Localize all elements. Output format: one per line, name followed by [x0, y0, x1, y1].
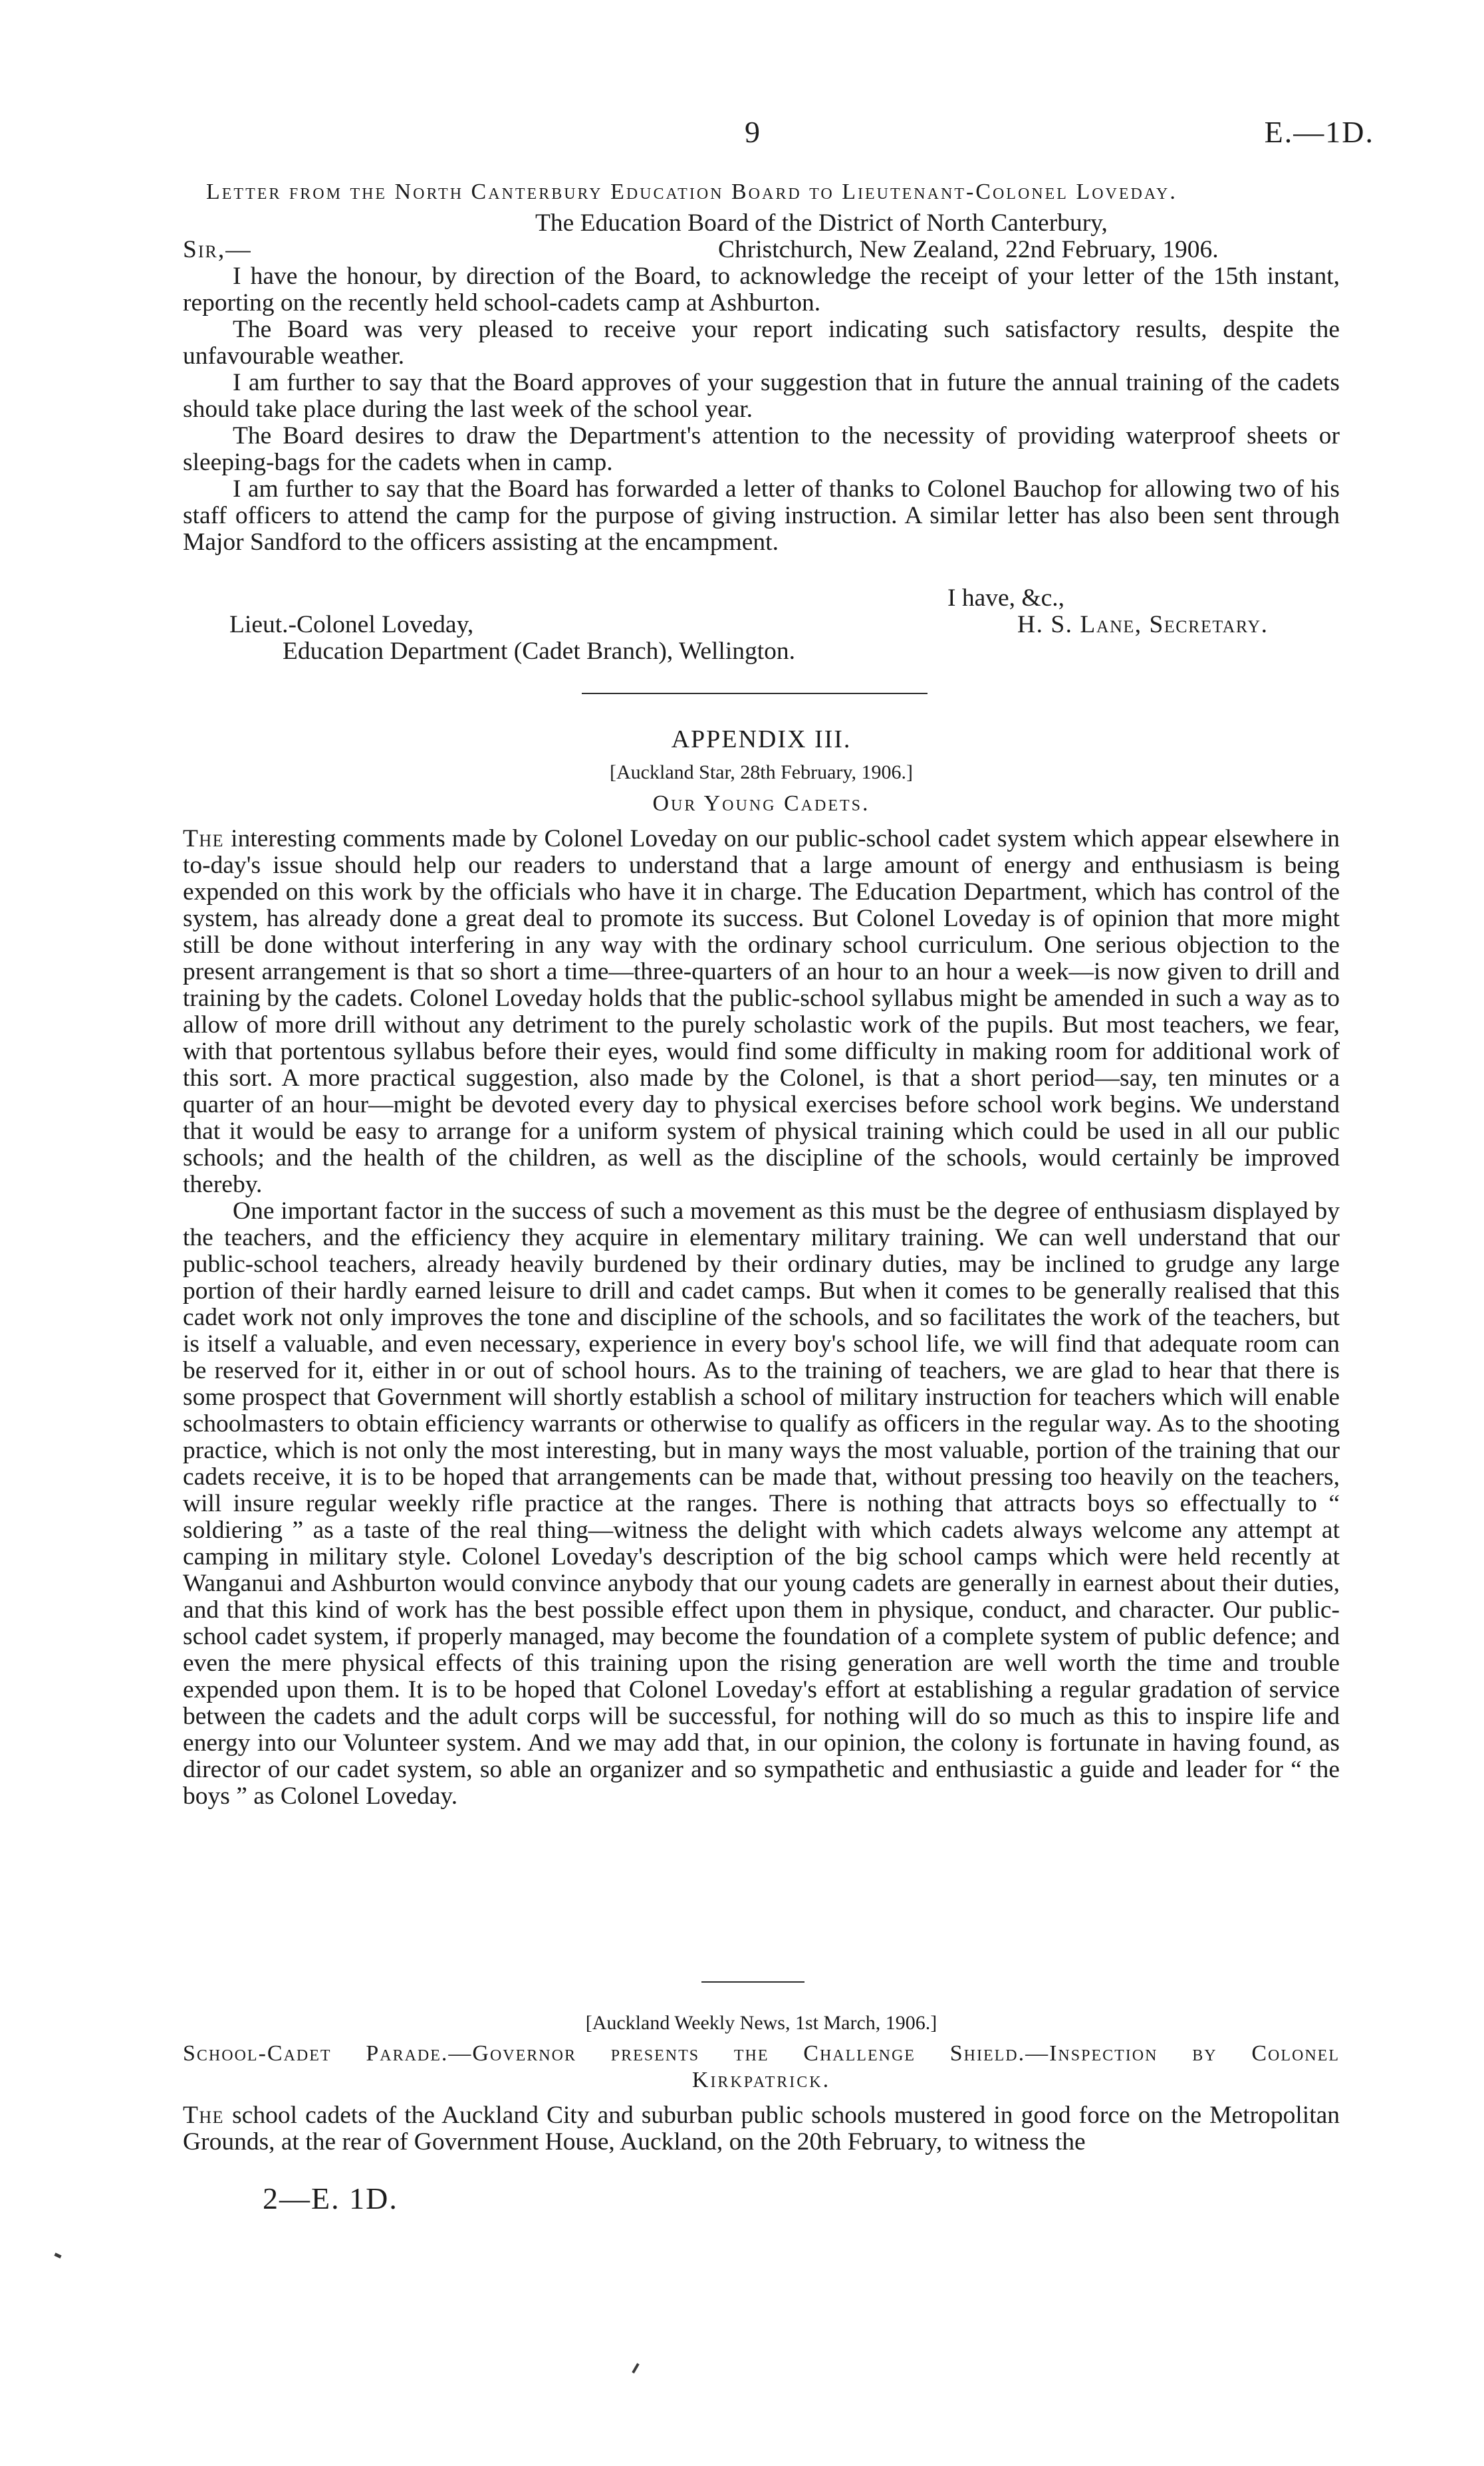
- article-headline-continued: Kirkpatrick.: [691, 2068, 831, 2092]
- page-number: 9: [745, 115, 760, 149]
- letter-address-line2: Christchurch, New Zealand, 22nd February, 1906.: [718, 236, 1219, 263]
- letter-body: [183, 263, 1340, 556]
- appendix-paragraph-1-text: interesting comments made by Colonel Loveday on our public-school cadet system which appear elsewhere in to-day's issue should help our readers to understand that a large amount of energy and enthusiasm is being expended on this work by the officials who have it in charge. The Education Department, which has control of the system, has already done a great deal to promote its success. But Colonel Loveday is of opinion that more might still be done without interfering in any way with the ordinary school curriculum. One serious objection to the present arrangement is that so short a time—three-quarters of an hour to an hour a week—is now given to drill and training by the cadets. Colonel Loveday holds that the public-school syllabus might be amended in such a way as to allow of more drill without any detriment to the purely scholastic work of the pupils. But most teachers, we fear, with that portentous syllabus before their eyes, would find some difficulty in making room for additional work of this sort. A more practical suggestion, also made by the Colonel, is that a short period—say, ten minutes or a quarter of an hour—might be devoted every day to physical exercises before school work begins. We understand that it would be easy to arrange for a uniform system of physical training which could be used in all our public schools; and the health of the children, as well as the discipline of the schools, would certainly be improved thereby.: [183, 825, 1340, 1198]
- letter-addressee-line1: Lieut.-Colonel Loveday,: [229, 611, 474, 638]
- appendix-title: APPENDIX III.: [671, 725, 852, 753]
- letter-closing: I have, &c.,: [947, 584, 1064, 612]
- article-paragraph: [183, 2102, 1340, 2156]
- letter-paragraph: The Board desires to draw the Department's attention to the necessity of providing waterproof sheets or sleeping-bags for the cadets when in camp.: [183, 422, 1340, 476]
- letter-heading: Letter from the North Canterbury Education Board to Lieutenant-Colonel Loveday.: [206, 180, 1177, 204]
- article-lead-word: The: [183, 2102, 225, 2129]
- letter-paragraph: I am further to say that the Board approves of your suggestion that in future the annual training of the cadets should take place during the last week of the school year.: [183, 369, 1340, 423]
- letter-addressee-line2: Education Department (Cadet Branch), Wellington.: [283, 638, 796, 665]
- stray-mark: [632, 2363, 639, 2374]
- article-source: [Auckland Weekly News, 1st March, 1906.]: [585, 2012, 937, 2034]
- section-divider: [582, 693, 928, 694]
- letter-paragraph: I am further to say that the Board has forwarded a letter of thanks to Colonel Bauchop for allowing two of his staff officers to attend the camp for the purpose of giving instruction. A similar letter has also been sent through Major Sandford to the officers assisting at the encampment.: [183, 475, 1340, 556]
- section-divider-short: [701, 1981, 804, 1983]
- article-body: [183, 2102, 1340, 2156]
- appendix-paragraph-1: [183, 826, 1340, 1198]
- letter-address-line1: The Education Board of the District of North Canterbury,: [535, 209, 1108, 237]
- appendix-paragraph-2: One important factor in the success of such a movement as this must be the degree of enthusiasm displayed by the teachers, and the efficiency they acquire in elementary military training. We can well understand that our public-school teachers, already heavily burdened by their ordinary duties, may be inclined to grudge any large portion of their hardly earned leisure to drill and cadet camps. But when it comes to be generally realised that this cadet work not only improves the tone and discipline of the schools, and so facilitates the work of the teachers, but is itself a valuable, and even necessary, experience in every boy's school life, we will find that adequate room can be reserved for it, either in or out of school hours. As to the training of teachers, we are glad to hear that there is some prospect that Government will shortly establish a school of military instruction for teachers which will enable schoolmasters to obtain efficiency warrants or otherwise to qualify as officers in the regular way. As to the shooting practice, which is not only the most interesting, but in many ways the most valuable, portion of the training that our cadets receive, it is to be hoped that arrangements can be made that, without pressing too heavily on the teachers, will insure regular weekly rifle practice at the ranges. There is nothing that attracts boys so effectually to “ soldiering ” as a taste of the real thing—witness the delight with which cadets always welcome any attempt at camping in military style. Colonel Loveday's description of the big school camps which were held recently at Wanganui and Ashburton would convince anybody that our young cadets are generally in earnest about their duties, and that this kind of work has the best possible effect upon them in physique, conduct, and character. Our public-school cadet system, if properly managed, may become the foundation of a complete system of public defence; and even the mere physical effects of this training upon the rising generation are well worth the time and trouble expended upon them. It is to be hoped that Colonel Loveday's effort at establishing a regular gradation of service between the cadets and the adult corps will be successful, for nothing will do so much as this to inspire life and energy into our Volunteer system. And we may add that, in our opinion, the colony is fortunate in having found, as director of our cadet system, so able an organizer and so sympathetic and enthusiastic a guide and leader for “ the boys ” as Colonel Loveday.: [183, 1197, 1340, 1810]
- appendix-subtitle: Our Young Cadets.: [652, 791, 870, 816]
- document-reference: E.—1D.: [1264, 115, 1374, 149]
- printer-signature: 2—E. 1D.: [263, 2181, 398, 2215]
- appendix-source: [Auckland Star, 28th February, 1906.]: [610, 761, 913, 783]
- appendix-lead-word: The: [183, 825, 225, 852]
- letter-signatory: H. S. Lane, Secretary.: [1017, 611, 1269, 638]
- appendix-body: [183, 826, 1340, 1810]
- stray-mark: [54, 2253, 61, 2259]
- letter-paragraph: I have the honour, by direction of the Board, to acknowledge the receipt of your letter of the 15th instant, reporting on the recently held school-cadets camp at Ashburton.: [183, 263, 1340, 316]
- letter-salutation: Sir,—: [183, 236, 252, 263]
- letter-paragraph: The Board was very pleased to receive your report indicating such satisfactory results, despite the unfavourable weather.: [183, 316, 1340, 370]
- article-headline: School-Cadet Parade.—Governor presents the Challenge Shield.—Inspection by Colonel: [183, 2041, 1340, 2066]
- article-paragraph-text: school cadets of the Auckland City and suburban public schools mustered in good force on the Metropolitan Grounds, at the rear of Government House, Auckland, on the 20th February, to witness the: [183, 2102, 1340, 2156]
